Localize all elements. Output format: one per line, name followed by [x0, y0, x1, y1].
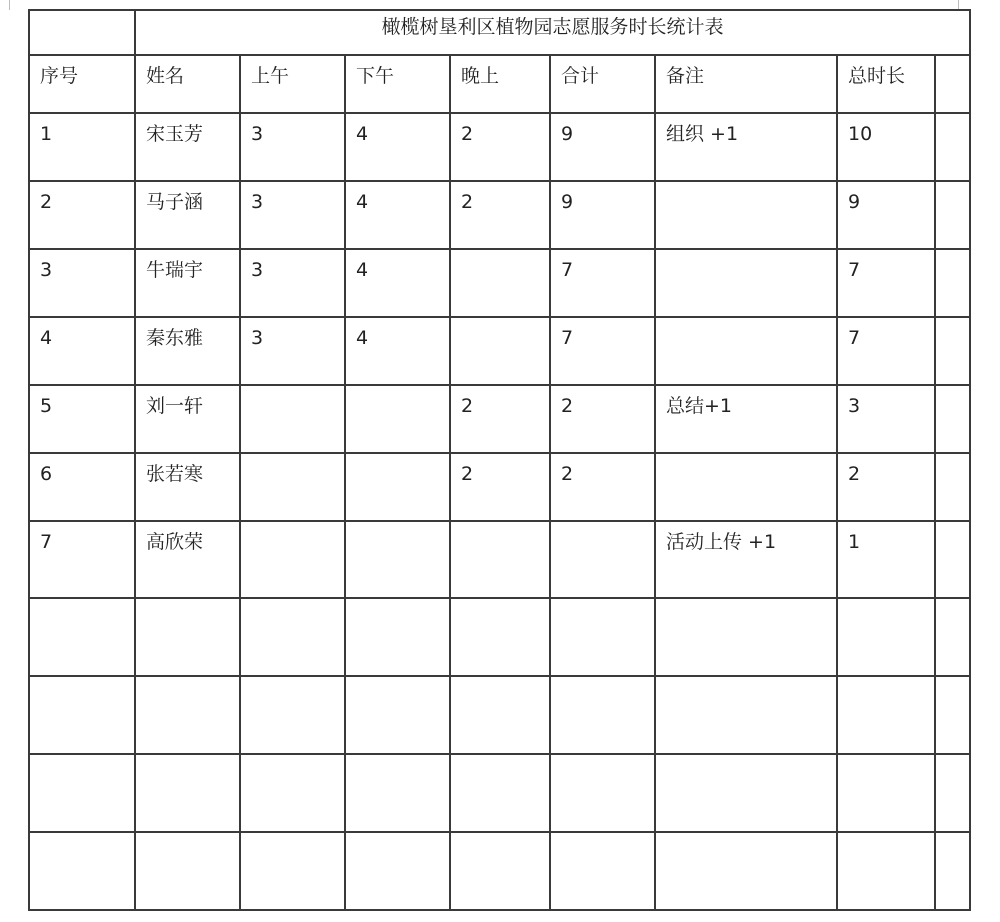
empty-cell-total-hours[interactable] [837, 598, 935, 676]
empty-cell-afternoon[interactable] [345, 676, 450, 754]
cell-name[interactable]: 刘一轩 [135, 385, 240, 453]
cell-evening[interactable]: 2 [450, 385, 550, 453]
table-row [29, 521, 970, 598]
cell-extra[interactable] [935, 453, 970, 521]
cell-morning[interactable]: 3 [240, 249, 345, 317]
cell-remarks[interactable] [655, 317, 837, 385]
empty-cell-extra[interactable] [935, 754, 970, 832]
cell-total-hours[interactable]: 7 [837, 249, 935, 317]
empty-cell-index[interactable] [29, 832, 135, 910]
cell-name[interactable]: 马子涵 [135, 181, 240, 249]
cell-evening[interactable]: 2 [450, 113, 550, 181]
cell-morning[interactable]: 3 [240, 181, 345, 249]
empty-cell-name[interactable] [135, 676, 240, 754]
empty-table-row [29, 832, 970, 910]
cell-extra[interactable] [935, 249, 970, 317]
empty-cell-total-hours[interactable] [837, 676, 935, 754]
cell-subtotal[interactable]: 9 [550, 181, 655, 249]
empty-cell-extra[interactable] [935, 832, 970, 910]
header-row [29, 55, 970, 113]
table-row [29, 453, 970, 521]
empty-cell-extra[interactable] [935, 676, 970, 754]
cell-index[interactable]: 5 [29, 385, 135, 453]
cell-subtotal[interactable]: 7 [550, 317, 655, 385]
cell-index[interactable]: 4 [29, 317, 135, 385]
cell-evening[interactable] [450, 249, 550, 317]
cell-name[interactable]: 宋玉芳 [135, 113, 240, 181]
cell-index[interactable]: 3 [29, 249, 135, 317]
empty-table-row [29, 754, 970, 832]
empty-cell-name[interactable] [135, 832, 240, 910]
table-row [29, 181, 970, 249]
header-cell-evening[interactable]: 晚上 [450, 55, 550, 113]
empty-cell-evening[interactable] [450, 598, 550, 676]
empty-cell-evening[interactable] [450, 832, 550, 910]
header-cell-total-hours[interactable]: 总时长 [837, 55, 935, 113]
cell-afternoon[interactable]: 4 [345, 181, 450, 249]
cell-evening[interactable]: 2 [450, 181, 550, 249]
cell-total-hours[interactable]: 10 [837, 113, 935, 181]
empty-cell-subtotal[interactable] [550, 598, 655, 676]
empty-cell-evening[interactable] [450, 676, 550, 754]
cell-subtotal[interactable]: 7 [550, 249, 655, 317]
cell-afternoon[interactable]: 4 [345, 249, 450, 317]
cell-evening[interactable] [450, 317, 550, 385]
cell-index[interactable]: 2 [29, 181, 135, 249]
cell-morning[interactable]: 3 [240, 113, 345, 181]
cell-extra[interactable] [935, 317, 970, 385]
empty-cell-total-hours[interactable] [837, 832, 935, 910]
table-row [29, 113, 970, 181]
empty-cell-total-hours[interactable] [837, 754, 935, 832]
header-cell-index[interactable]: 序号 [29, 55, 135, 113]
table-row [29, 317, 970, 385]
volunteer-hours-table [28, 9, 971, 911]
cell-remarks[interactable]: 组织 +1 [655, 113, 837, 181]
empty-cell-subtotal[interactable] [550, 754, 655, 832]
empty-cell-extra[interactable] [935, 598, 970, 676]
cell-extra[interactable] [935, 113, 970, 181]
cell-remarks[interactable] [655, 453, 837, 521]
cell-name[interactable]: 高欣荣 [135, 521, 240, 598]
cell-morning[interactable] [240, 453, 345, 521]
empty-cell-subtotal[interactable] [550, 832, 655, 910]
empty-table-row [29, 598, 970, 676]
header-cell-afternoon[interactable]: 下午 [345, 55, 450, 113]
empty-cell-subtotal[interactable] [550, 676, 655, 754]
cell-afternoon[interactable] [345, 453, 450, 521]
cell-afternoon[interactable] [345, 385, 450, 453]
cell-evening[interactable] [450, 521, 550, 598]
header-cell-morning[interactable]: 上午 [240, 55, 345, 113]
empty-cell-remarks[interactable] [655, 598, 837, 676]
header-cell-subtotal[interactable]: 合计 [550, 55, 655, 113]
cell-morning[interactable]: 3 [240, 317, 345, 385]
empty-cell-remarks[interactable] [655, 832, 837, 910]
cell-total-hours[interactable]: 1 [837, 521, 935, 598]
empty-cell-remarks[interactable] [655, 754, 837, 832]
cell-evening[interactable]: 2 [450, 453, 550, 521]
cell-total-hours[interactable]: 3 [837, 385, 935, 453]
empty-cell-morning[interactable] [240, 754, 345, 832]
empty-cell-evening[interactable] [450, 754, 550, 832]
cell-remarks[interactable] [655, 249, 837, 317]
empty-cell-name[interactable] [135, 754, 240, 832]
cell-afternoon[interactable]: 4 [345, 113, 450, 181]
empty-cell-name[interactable] [135, 598, 240, 676]
cell-index[interactable]: 6 [29, 453, 135, 521]
cell-index[interactable]: 1 [29, 113, 135, 181]
cell-subtotal[interactable]: 9 [550, 113, 655, 181]
cell-afternoon[interactable] [345, 521, 450, 598]
cell-subtotal[interactable]: 2 [550, 385, 655, 453]
empty-cell-index[interactable] [29, 598, 135, 676]
header-cell-extra[interactable] [935, 55, 970, 113]
empty-cell-afternoon[interactable] [345, 832, 450, 910]
cell-subtotal[interactable] [550, 521, 655, 598]
cell-total-hours[interactable]: 7 [837, 317, 935, 385]
cell-morning[interactable] [240, 385, 345, 453]
cell-remarks[interactable] [655, 181, 837, 249]
empty-cell-afternoon[interactable] [345, 598, 450, 676]
cell-name[interactable]: 牛瑞宇 [135, 249, 240, 317]
cell-extra[interactable] [935, 181, 970, 249]
title-row [29, 10, 970, 55]
empty-cell-index[interactable] [29, 754, 135, 832]
cell-name[interactable]: 张若寒 [135, 453, 240, 521]
cell-total-hours[interactable]: 9 [837, 181, 935, 249]
cell-morning[interactable] [240, 521, 345, 598]
empty-cell-index[interactable] [29, 676, 135, 754]
table-title[interactable]: 橄榄树垦利区植物园志愿服务时长统计表 [135, 10, 970, 55]
header-cell-remarks[interactable]: 备注 [655, 55, 837, 113]
table-row [29, 249, 970, 317]
cell-total-hours[interactable]: 2 [837, 453, 935, 521]
cell-index[interactable]: 7 [29, 521, 135, 598]
cell-extra[interactable] [935, 521, 970, 598]
table-row [29, 385, 970, 453]
empty-cell-morning[interactable] [240, 598, 345, 676]
cell-remarks[interactable]: 总结+1 [655, 385, 837, 453]
empty-cell-morning[interactable] [240, 832, 345, 910]
page-edge-left [9, 0, 10, 10]
cell-name[interactable]: 秦东雅 [135, 317, 240, 385]
header-cell-name[interactable]: 姓名 [135, 55, 240, 113]
cell-remarks[interactable]: 活动上传 +1 [655, 521, 837, 598]
empty-cell-morning[interactable] [240, 676, 345, 754]
cell-extra[interactable] [935, 385, 970, 453]
empty-cell-afternoon[interactable] [345, 754, 450, 832]
cell-subtotal[interactable]: 2 [550, 453, 655, 521]
empty-cell-remarks[interactable] [655, 676, 837, 754]
cell-afternoon[interactable]: 4 [345, 317, 450, 385]
title-corner-cell[interactable] [29, 10, 135, 55]
empty-table-row [29, 676, 970, 754]
